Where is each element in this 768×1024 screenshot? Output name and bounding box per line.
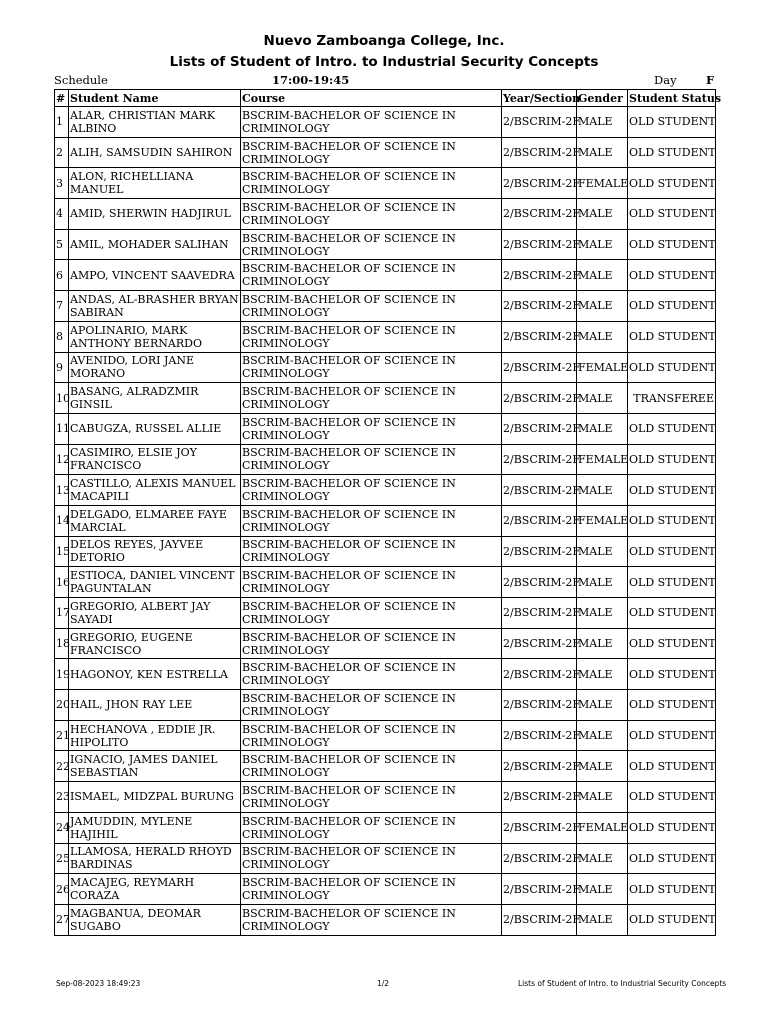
- year-section-cell: 2/BSCRIM-2F: [502, 904, 577, 935]
- course-cell: BSCRIM-BACHELOR OF SCIENCE IN CRIMINOLOGY: [241, 904, 502, 935]
- course-cell: BSCRIM-BACHELOR OF SCIENCE IN CRIMINOLOGY: [241, 321, 502, 352]
- year-section-cell: 2/BSCRIM-2F: [502, 168, 577, 199]
- row-number-cell: 22: [55, 751, 69, 782]
- student-name-cell: AMIL, MOHADER SALIHAN: [69, 229, 241, 260]
- student-status-cell: OLD STUDENT: [628, 690, 716, 721]
- gender-cell: MALE: [577, 260, 628, 291]
- gender-cell: MALE: [577, 107, 628, 138]
- row-number-cell: 25: [55, 843, 69, 874]
- year-section-cell: 2/BSCRIM-2F: [502, 598, 577, 629]
- table-row: [55, 720, 716, 751]
- day-label: Day: [654, 73, 677, 87]
- year-section-cell: 2/BSCRIM-2F: [502, 260, 577, 291]
- course-cell: BSCRIM-BACHELOR OF SCIENCE IN CRIMINOLOGY: [241, 782, 502, 813]
- student-name-cell: DELOS REYES, JAYVEE DETORIO: [69, 536, 241, 567]
- student-status-cell: OLD STUDENT: [628, 812, 716, 843]
- table-row: [55, 352, 716, 383]
- row-number-cell: 17: [55, 598, 69, 629]
- student-status-cell: OLD STUDENT: [628, 413, 716, 444]
- student-status-cell: OLD STUDENT: [628, 567, 716, 598]
- gender-cell: MALE: [577, 413, 628, 444]
- student-status-cell: OLD STUDENT: [628, 321, 716, 352]
- table-row: [55, 659, 716, 690]
- year-section-cell: 2/BSCRIM-2F: [502, 475, 577, 506]
- year-section-cell: 2/BSCRIM-2F: [502, 137, 577, 168]
- course-cell: BSCRIM-BACHELOR OF SCIENCE IN CRIMINOLOGY: [241, 659, 502, 690]
- student-name-cell: ISMAEL, MIDZPAL BURUNG: [69, 782, 241, 813]
- year-section-cell: 2/BSCRIM-2F: [502, 628, 577, 659]
- row-number-cell: 12: [55, 444, 69, 475]
- gender-cell: MALE: [577, 383, 628, 414]
- year-section-cell: 2/BSCRIM-2F: [502, 505, 577, 536]
- year-section-cell: 2/BSCRIM-2F: [502, 229, 577, 260]
- gender-cell: MALE: [577, 199, 628, 230]
- course-cell: BSCRIM-BACHELOR OF SCIENCE IN CRIMINOLOGY: [241, 567, 502, 598]
- table-header-row: [55, 90, 716, 107]
- table-row: [55, 229, 716, 260]
- gender-cell: MALE: [577, 567, 628, 598]
- year-section-cell: 2/BSCRIM-2F: [502, 782, 577, 813]
- student-status-cell: OLD STUDENT: [628, 843, 716, 874]
- table-row: [55, 904, 716, 935]
- student-status-cell: OLD STUDENT: [628, 505, 716, 536]
- year-section-cell: 2/BSCRIM-2F: [502, 107, 577, 138]
- table-row: [55, 413, 716, 444]
- student-status-cell: OLD STUDENT: [628, 720, 716, 751]
- row-number-cell: 14: [55, 505, 69, 536]
- student-status-cell: OLD STUDENT: [628, 751, 716, 782]
- course-cell: BSCRIM-BACHELOR OF SCIENCE IN CRIMINOLOGY: [241, 843, 502, 874]
- table-row: [55, 598, 716, 629]
- year-section-cell: 2/BSCRIM-2F: [502, 751, 577, 782]
- row-number-cell: 5: [55, 229, 69, 260]
- student-status-cell: OLD STUDENT: [628, 137, 716, 168]
- column-header-student-name: Student Name: [69, 90, 241, 107]
- student-name-cell: HECHANOVA , EDDIE JR. HIPOLITO: [69, 720, 241, 751]
- table-row: [55, 475, 716, 506]
- student-name-cell: DELGADO, ELMAREE FAYE MARCIAL: [69, 505, 241, 536]
- student-name-cell: HAGONOY, KEN ESTRELLA: [69, 659, 241, 690]
- row-number-cell: 26: [55, 874, 69, 905]
- student-name-cell: ANDAS, AL-BRASHER BRYAN SABIRAN: [69, 291, 241, 322]
- row-number-cell: 3: [55, 168, 69, 199]
- course-cell: BSCRIM-BACHELOR OF SCIENCE IN CRIMINOLOGY: [241, 291, 502, 322]
- table-row: [55, 843, 716, 874]
- year-section-cell: 2/BSCRIM-2F: [502, 413, 577, 444]
- gender-cell: FEMALE: [577, 505, 628, 536]
- gender-cell: MALE: [577, 720, 628, 751]
- student-name-cell: GREGORIO, EUGENE FRANCISCO: [69, 628, 241, 659]
- student-name-cell: ALAR, CHRISTIAN MARK ALBINO: [69, 107, 241, 138]
- gender-cell: MALE: [577, 628, 628, 659]
- row-number-cell: 10: [55, 383, 69, 414]
- year-section-cell: 2/BSCRIM-2F: [502, 690, 577, 721]
- row-number-cell: 20: [55, 690, 69, 721]
- footer-report-name: Lists of Student of Intro. to Industrial Security Concepts: [518, 979, 727, 988]
- table-row: [55, 168, 716, 199]
- year-section-cell: 2/BSCRIM-2F: [502, 383, 577, 414]
- row-number-cell: 2: [55, 137, 69, 168]
- schedule-time: 17:00-19:45: [272, 73, 350, 87]
- gender-cell: FEMALE: [577, 352, 628, 383]
- gender-cell: MALE: [577, 843, 628, 874]
- student-status-cell: OLD STUDENT: [628, 782, 716, 813]
- table-row: [55, 291, 716, 322]
- table-row: [55, 628, 716, 659]
- gender-cell: MALE: [577, 782, 628, 813]
- table-row: [55, 751, 716, 782]
- gender-cell: MALE: [577, 291, 628, 322]
- footer-timestamp: Sep-08-2023 18:49:23: [56, 979, 141, 988]
- table-row: [55, 505, 716, 536]
- row-number-cell: 24: [55, 812, 69, 843]
- year-section-cell: 2/BSCRIM-2F: [502, 659, 577, 690]
- student-status-cell: OLD STUDENT: [628, 260, 716, 291]
- course-cell: BSCRIM-BACHELOR OF SCIENCE IN CRIMINOLOGY: [241, 383, 502, 414]
- student-name-cell: HAIL, JHON RAY LEE: [69, 690, 241, 721]
- student-name-cell: LLAMOSA, HERALD RHOYD BARDINAS: [69, 843, 241, 874]
- student-status-cell: OLD STUDENT: [628, 874, 716, 905]
- row-number-cell: 19: [55, 659, 69, 690]
- student-status-cell: OLD STUDENT: [628, 598, 716, 629]
- row-number-cell: 13: [55, 475, 69, 506]
- row-number-cell: 8: [55, 321, 69, 352]
- row-number-cell: 1: [55, 107, 69, 138]
- table-row: [55, 782, 716, 813]
- table-row: [55, 536, 716, 567]
- year-section-cell: 2/BSCRIM-2F: [502, 843, 577, 874]
- student-list-table: [54, 89, 722, 936]
- institution-title: Nuevo Zamboanga College, Inc.: [263, 33, 505, 49]
- student-name-cell: CASIMIRO, ELSIE JOY FRANCISCO: [69, 444, 241, 475]
- student-name-cell: MAGBANUA, DEOMAR SUGABO: [69, 904, 241, 935]
- row-number-cell: 16: [55, 567, 69, 598]
- gender-cell: MALE: [577, 598, 628, 629]
- student-name-cell: BASANG, ALRADZMIR GINSIL: [69, 383, 241, 414]
- student-name-cell: AMPO, VINCENT SAAVEDRA: [69, 260, 241, 291]
- year-section-cell: 2/BSCRIM-2F: [502, 444, 577, 475]
- gender-cell: MALE: [577, 690, 628, 721]
- year-section-cell: 2/BSCRIM-2F: [502, 812, 577, 843]
- student-status-cell: OLD STUDENT: [628, 444, 716, 475]
- student-name-cell: AVENIDO, LORI JANE MORANO: [69, 352, 241, 383]
- schedule-label: Schedule: [54, 73, 108, 87]
- student-name-cell: CABUGZA, RUSSEL ALLIE: [69, 413, 241, 444]
- row-number-cell: 7: [55, 291, 69, 322]
- table-row: [55, 690, 716, 721]
- course-cell: BSCRIM-BACHELOR OF SCIENCE IN CRIMINOLOGY: [241, 751, 502, 782]
- table-row: [55, 874, 716, 905]
- year-section-cell: 2/BSCRIM-2F: [502, 720, 577, 751]
- course-cell: BSCRIM-BACHELOR OF SCIENCE IN CRIMINOLOGY: [241, 874, 502, 905]
- student-name-cell: GREGORIO, ALBERT JAY SAYADI: [69, 598, 241, 629]
- student-name-cell: CASTILLO, ALEXIS MANUEL MACAPILI: [69, 475, 241, 506]
- table-row: [55, 812, 716, 843]
- gender-cell: MALE: [577, 229, 628, 260]
- student-status-cell: OLD STUDENT: [628, 291, 716, 322]
- student-name-cell: JAMUDDIN, MYLENE HAJIHIL: [69, 812, 241, 843]
- column-header-number: #: [55, 90, 69, 107]
- table-row: [55, 107, 716, 138]
- gender-cell: FEMALE: [577, 444, 628, 475]
- table-row: [55, 199, 716, 230]
- column-header-course: Course: [241, 90, 502, 107]
- table-row: [55, 567, 716, 598]
- row-number-cell: 11: [55, 413, 69, 444]
- row-number-cell: 21: [55, 720, 69, 751]
- year-section-cell: 2/BSCRIM-2F: [502, 321, 577, 352]
- year-section-cell: 2/BSCRIM-2F: [502, 874, 577, 905]
- student-name-cell: ESTIOCA, DANIEL VINCENT PAGUNTALAN: [69, 567, 241, 598]
- list-title: Lists of Student of Intro. to Industrial Security Concepts: [169, 54, 599, 70]
- gender-cell: MALE: [577, 659, 628, 690]
- gender-cell: MALE: [577, 321, 628, 352]
- student-status-cell: TRANSFEREE: [628, 383, 716, 414]
- year-section-cell: 2/BSCRIM-2F: [502, 352, 577, 383]
- footer-page-number: 1/2: [377, 979, 390, 988]
- student-name-cell: APOLINARIO, MARK ANTHONY BERNARDO: [69, 321, 241, 352]
- student-status-cell: OLD STUDENT: [628, 107, 716, 138]
- row-number-cell: 27: [55, 904, 69, 935]
- gender-cell: FEMALE: [577, 812, 628, 843]
- course-cell: BSCRIM-BACHELOR OF SCIENCE IN CRIMINOLOGY: [241, 229, 502, 260]
- course-cell: BSCRIM-BACHELOR OF SCIENCE IN CRIMINOLOGY: [241, 505, 502, 536]
- course-cell: BSCRIM-BACHELOR OF SCIENCE IN CRIMINOLOGY: [241, 720, 502, 751]
- course-cell: BSCRIM-BACHELOR OF SCIENCE IN CRIMINOLOGY: [241, 199, 502, 230]
- student-status-cell: OLD STUDENT: [628, 168, 716, 199]
- table-row: [55, 444, 716, 475]
- student-status-cell: OLD STUDENT: [628, 352, 716, 383]
- gender-cell: MALE: [577, 536, 628, 567]
- course-cell: BSCRIM-BACHELOR OF SCIENCE IN CRIMINOLOGY: [241, 137, 502, 168]
- row-number-cell: 4: [55, 199, 69, 230]
- row-number-cell: 9: [55, 352, 69, 383]
- gender-cell: MALE: [577, 904, 628, 935]
- course-cell: BSCRIM-BACHELOR OF SCIENCE IN CRIMINOLOGY: [241, 812, 502, 843]
- course-cell: BSCRIM-BACHELOR OF SCIENCE IN CRIMINOLOGY: [241, 413, 502, 444]
- course-cell: BSCRIM-BACHELOR OF SCIENCE IN CRIMINOLOGY: [241, 628, 502, 659]
- course-cell: BSCRIM-BACHELOR OF SCIENCE IN CRIMINOLOGY: [241, 475, 502, 506]
- table-row: [55, 260, 716, 291]
- gender-cell: MALE: [577, 874, 628, 905]
- course-cell: BSCRIM-BACHELOR OF SCIENCE IN CRIMINOLOGY: [241, 444, 502, 475]
- year-section-cell: 2/BSCRIM-2F: [502, 199, 577, 230]
- table-row: [55, 321, 716, 352]
- year-section-cell: 2/BSCRIM-2F: [502, 291, 577, 322]
- student-name-cell: ALON, RICHELLIANA MANUEL: [69, 168, 241, 199]
- course-cell: BSCRIM-BACHELOR OF SCIENCE IN CRIMINOLOGY: [241, 598, 502, 629]
- table-row: [55, 383, 716, 414]
- course-cell: BSCRIM-BACHELOR OF SCIENCE IN CRIMINOLOGY: [241, 690, 502, 721]
- student-name-cell: MACAJEG, REYMARH CORAZA: [69, 874, 241, 905]
- course-cell: BSCRIM-BACHELOR OF SCIENCE IN CRIMINOLOGY: [241, 260, 502, 291]
- row-number-cell: 6: [55, 260, 69, 291]
- student-status-cell: OLD STUDENT: [628, 628, 716, 659]
- student-status-cell: OLD STUDENT: [628, 904, 716, 935]
- student-status-cell: OLD STUDENT: [628, 199, 716, 230]
- student-name-cell: AMID, SHERWIN HADJIRUL: [69, 199, 241, 230]
- gender-cell: MALE: [577, 751, 628, 782]
- student-status-cell: OLD STUDENT: [628, 475, 716, 506]
- student-status-cell: OLD STUDENT: [628, 659, 716, 690]
- column-header-student-status: Student Status: [629, 91, 722, 105]
- year-section-cell: 2/BSCRIM-2F: [502, 567, 577, 598]
- row-number-cell: 18: [55, 628, 69, 659]
- gender-cell: MALE: [577, 137, 628, 168]
- student-status-cell: OLD STUDENT: [628, 536, 716, 567]
- course-cell: BSCRIM-BACHELOR OF SCIENCE IN CRIMINOLOGY: [241, 352, 502, 383]
- student-name-cell: ALIH, SAMSUDIN SAHIRON: [69, 137, 241, 168]
- student-status-cell: OLD STUDENT: [628, 229, 716, 260]
- row-number-cell: 15: [55, 536, 69, 567]
- gender-cell: FEMALE: [577, 168, 628, 199]
- row-number-cell: 23: [55, 782, 69, 813]
- course-cell: BSCRIM-BACHELOR OF SCIENCE IN CRIMINOLOGY: [241, 107, 502, 138]
- year-section-cell: 2/BSCRIM-2F: [502, 536, 577, 567]
- course-cell: BSCRIM-BACHELOR OF SCIENCE IN CRIMINOLOGY: [241, 168, 502, 199]
- student-name-cell: IGNACIO, JAMES DANIEL SEBASTIAN: [69, 751, 241, 782]
- course-cell: BSCRIM-BACHELOR OF SCIENCE IN CRIMINOLOGY: [241, 536, 502, 567]
- table-row: [55, 137, 716, 168]
- day-value: F: [706, 73, 715, 87]
- gender-cell: MALE: [577, 475, 628, 506]
- column-header-gender: Gender: [577, 90, 628, 107]
- column-header-year-section: Year/Section: [503, 91, 581, 105]
